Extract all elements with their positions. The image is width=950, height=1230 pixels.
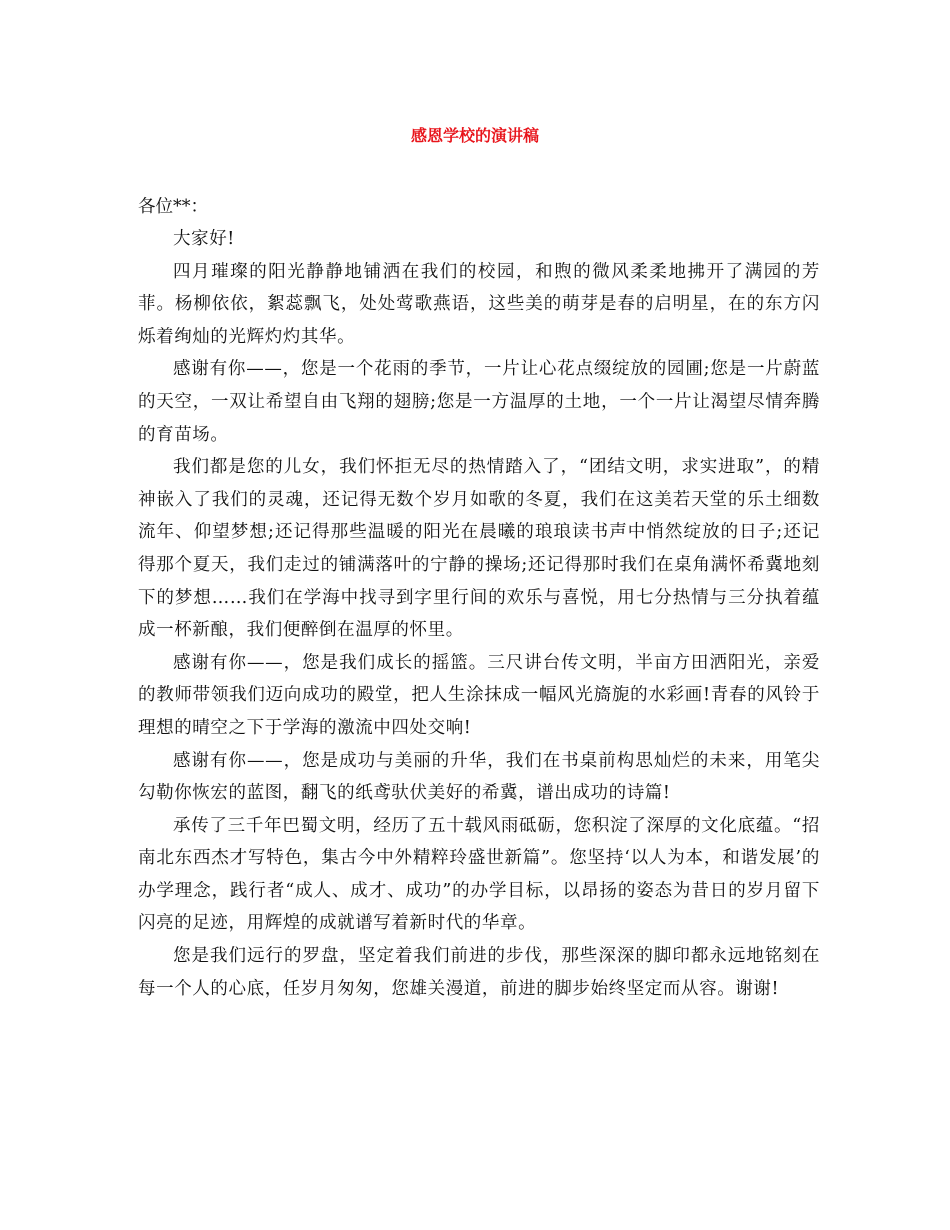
paragraph-spring-campus: 四月璀璨的阳光静静地铺洒在我们的校园，和煦的微风柔柔地拂开了满园的芳菲。杨柳依依，絮蕊飘飞，处处莺歌燕语，这些美的萌芽是春的启明星，在的东方闪烁着绚灿的光辉灼灼其华。 — [138, 261, 820, 347]
paragraph-greeting: 大家好! — [173, 229, 235, 249]
paragraph-memories: 我们都是您的儿女，我们怀拒无尽的热情踏入了，“团结文明，求实进取”，的精神嵌入了我们的灵魂，还记得无数个岁月如歌的冬夏，我们在这美若天堂的乐土细数流年、仰望梦想;还记得那些温暖的阳光在晨曦的琅琅读书声中悄然绽放的日子;还记得那个夏天，我们走过的铺满落叶的宁静的操场;还记得那时我们在桌角满怀希冀地刻下的梦想……我们在学海中找寻到字里行间的欢乐与喜悦，用七分热情与三分执着蕴成一杯新酿，我们便醉倒在温厚的怀里。 — [138, 457, 820, 641]
document-body — [138, 191, 820, 1005]
paragraph-thanks-season: 感谢有你——，您是一个花雨的季节，一片让心花点缀绽放的园圃;您是一片蔚蓝的天空，一双让希望自由飞翔的翅膀;您是一方温厚的土地，一个一片让渴望尽情奔腾的育苗场。 — [138, 359, 820, 445]
paragraph-thanks-success: 感谢有你——，您是成功与美丽的升华，我们在书桌前构思灿烂的未来，用笔尖勾勒你恢宏的蓝图，翻飞的纸鸢驮伏美好的希冀，谱出成功的诗篇! — [138, 750, 820, 804]
document-title: 感恩学校的演讲稿 — [410, 126, 539, 145]
paragraph-thanks-cradle: 感谢有你——，您是我们成长的摇篮。三尺讲台传文明，半亩方田洒阳光，亲爱的教师带领我们迈向成功的殿堂，把人生涂抹成一幅风光旖旎的水彩画!青春的风铃于理想的晴空之下于学海的激流中四处交响! — [138, 652, 820, 738]
paragraph-heritage: 承传了三千年巴蜀文明，经历了五十载风雨砥砺，您积淀了深厚的文化底蕴。“招南北东西杰才写特色，集古今中外精粹玲盛世新篇”。您坚持‘以人为本，和谐发展’的办学理念，践行者“成人、成才、成功”的办学目标，以昂扬的姿态为昔日的岁月留下闪亮的足迹，用辉煌的成就谱写着新时代的华章。 — [138, 815, 820, 934]
salutation: 各位**： — [138, 197, 208, 217]
paragraph-closing: 您是我们远行的罗盘，坚定着我们前进的步伐，那些深深的脚印都永远地铭刻在每一个人的心底，任岁月匆匆，您雄关漫道，前进的脚步始终坚定而从容。谢谢! — [138, 946, 820, 999]
